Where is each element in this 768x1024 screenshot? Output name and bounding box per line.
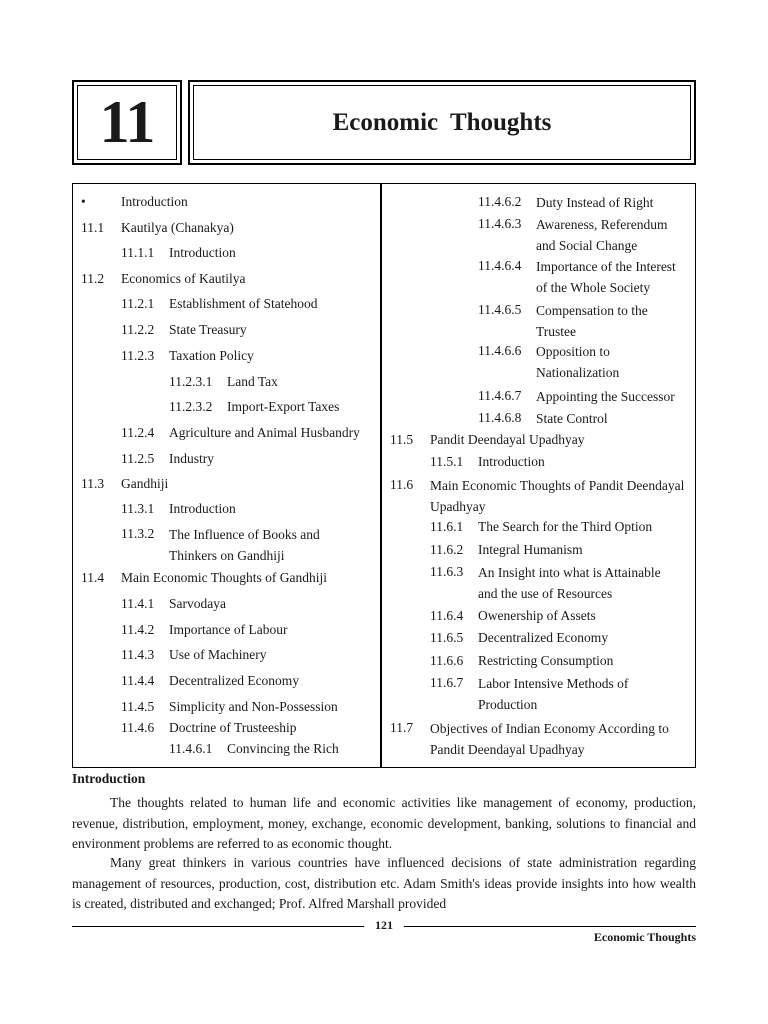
- toc-entry-number: 11.6: [390, 477, 414, 492]
- toc-entry-label: The Influence of Books and Thinkers on Gandhiji: [169, 527, 320, 563]
- toc-entry-number: 11.4.6.1: [169, 741, 213, 756]
- toc-entry-label: The Search for the Third Option: [478, 519, 653, 534]
- toc-entry-label: Restricting Consumption: [478, 653, 614, 668]
- toc-entry-label: Establishment of Statehood: [169, 296, 318, 311]
- toc-entry-number: 11.6.2: [430, 542, 464, 557]
- toc-entry-label: Sarvodaya: [169, 596, 226, 611]
- toc-entry-label: Integral Humanism: [478, 542, 583, 557]
- toc-entry-number: 11.6.1: [430, 519, 464, 534]
- toc-entry-label: Use of Machinery: [169, 647, 267, 662]
- footer-title: Economic Thoughts: [593, 930, 696, 944]
- toc-entry-number: 11.5: [390, 432, 414, 447]
- toc-entry-label: Introduction: [478, 454, 545, 469]
- toc-entry-number: 11.6.6: [430, 653, 464, 668]
- table-of-contents: [72, 183, 696, 768]
- toc-entry-number: 11.7: [390, 720, 414, 735]
- toc-entry-number: 11.1.1: [121, 245, 155, 260]
- toc-entry-number: 11.2.1: [121, 296, 155, 311]
- toc-entry-label: Labor Intensive Methods of Production: [478, 676, 629, 712]
- toc-entry-number: 11.2: [81, 271, 105, 286]
- toc-entry-number: 11.2.3.1: [169, 374, 213, 389]
- toc-entry-label: Introduction: [169, 245, 236, 260]
- toc-column-divider: [380, 183, 382, 768]
- toc-entry-label: Land Tax: [227, 374, 278, 389]
- toc-entry-number: 11.6.5: [430, 630, 464, 645]
- toc-entry-number: 11.4.6.2: [478, 194, 522, 209]
- toc-entry-number: 11.4.4: [121, 673, 155, 688]
- toc-entry-number: 11.2.2: [121, 322, 155, 337]
- footer-rule-left: [72, 926, 364, 927]
- toc-entry-label: Introduction: [121, 194, 188, 209]
- toc-entry-label: Objectives of Indian Economy According to Pandit Deendayal Upadhyay: [430, 721, 669, 757]
- toc-entry-number: 11.4.6.4: [478, 258, 522, 273]
- toc-entry-number: •: [81, 194, 86, 209]
- toc-entry-label: Decentralized Economy: [169, 673, 300, 688]
- toc-entry-label: Taxation Policy: [169, 348, 254, 363]
- toc-entry-number: 11.4.5: [121, 699, 155, 714]
- toc-entry-label: An Insight into what is Attainable and the use of Resources: [478, 565, 661, 601]
- toc-entry-number: 11.5.1: [430, 454, 464, 469]
- toc-entry-label: Owenership of Assets: [478, 608, 596, 623]
- section-heading: Introduction: [72, 771, 146, 786]
- toc-entry-number: 11.3: [81, 476, 105, 491]
- footer-rule-right: [404, 926, 696, 927]
- toc-entry-label: State Control: [536, 411, 608, 426]
- toc-entry-number: 11.4.6: [121, 720, 155, 735]
- toc-entry-number: 11.1: [81, 220, 105, 235]
- body-paragraph-1: The thoughts related to human life and economic activities like management of economy, production, revenue, distribution, employment, money, exchange, economic development, banking, solutions to financial and environment problems are referred to as economic thought.: [72, 795, 696, 851]
- toc-entry-label: Agriculture and Animal Husbandry: [169, 425, 360, 440]
- toc-entry-number: 11.4.6.3: [478, 216, 522, 231]
- toc-entry-label: Importance of Labour: [169, 622, 288, 637]
- toc-entry-number: 11.3.1: [121, 501, 155, 516]
- toc-entry-label: Pandit Deendayal Upadhyay: [430, 432, 585, 447]
- chapter-number: 11: [99, 89, 155, 155]
- toc-entry-label: Appointing the Successor: [536, 389, 675, 404]
- toc-entry-label: Importance of the Interest of the Whole Society: [536, 259, 676, 295]
- toc-entry-label: Main Economic Thoughts of Gandhiji: [121, 570, 327, 585]
- toc-entry-number: 11.4.6.6: [478, 343, 522, 358]
- toc-entry-label: Kautilya (Chanakya): [121, 220, 234, 235]
- toc-entry-number: 11.6.4: [430, 608, 464, 623]
- toc-entry-label: Opposition to Nationalization: [536, 344, 620, 380]
- toc-entry-number: 11.4.2: [121, 622, 155, 637]
- toc-entry-number: 11.4.6.8: [478, 410, 522, 425]
- body-paragraph-2: Many great thinkers in various countries have influenced decisions of state administration regarding management of resources, production, cost, distribution etc. Adam Smith's ideas provide insights into how wealth is created, distributed and exchanged; Prof. Alfred Marshall provided: [72, 855, 696, 911]
- toc-entry-number: 11.6.3: [430, 564, 464, 579]
- page-number: 121: [375, 918, 393, 932]
- toc-entry-label: Simplicity and Non-Possession: [169, 699, 338, 714]
- toc-entry-number: 11.6.7: [430, 675, 464, 690]
- toc-entry-label: State Treasury: [169, 322, 247, 337]
- toc-entry-number: 11.4.6.7: [478, 388, 522, 403]
- toc-entry-number: 11.2.4: [121, 425, 155, 440]
- toc-entry-number: 11.2.3.2: [169, 399, 213, 414]
- toc-entry-label: Gandhiji: [121, 476, 169, 491]
- toc-entry-number: 11.4.3: [121, 647, 155, 662]
- toc-entry-number: 11.4: [81, 570, 105, 585]
- toc-entry-label: Introduction: [169, 501, 236, 516]
- toc-entry-label: Economics of Kautilya: [121, 271, 246, 286]
- toc-entry-label: Import-Export Taxes: [227, 399, 340, 414]
- toc-entry-number: 11.3.2: [121, 526, 155, 541]
- toc-entry-label: Main Economic Thoughts of Pandit Deendayal Upadhyay: [430, 478, 685, 514]
- toc-entry-label: Decentralized Economy: [478, 630, 609, 645]
- toc-entry-label: Awareness, Referendum and Social Change: [536, 217, 668, 253]
- chapter-number-box: [72, 80, 182, 165]
- chapter-title-box: [188, 80, 696, 165]
- toc-entry-label: Doctrine of Trusteeship: [169, 720, 297, 735]
- chapter-title: Economic Thoughts: [332, 108, 552, 136]
- toc-entry-label: Duty Instead of Right: [536, 195, 654, 210]
- toc-entry-number: 11.2.5: [121, 451, 155, 466]
- toc-entry-label: Compensation to the Trustee: [536, 303, 648, 339]
- toc-entry-number: 11.2.3: [121, 348, 155, 363]
- toc-entry-number: 11.4.1: [121, 596, 155, 611]
- toc-entry-label: Convincing the Rich: [227, 741, 339, 756]
- toc-entry-label: Industry: [169, 451, 214, 466]
- toc-entry-number: 11.4.6.5: [478, 302, 522, 317]
